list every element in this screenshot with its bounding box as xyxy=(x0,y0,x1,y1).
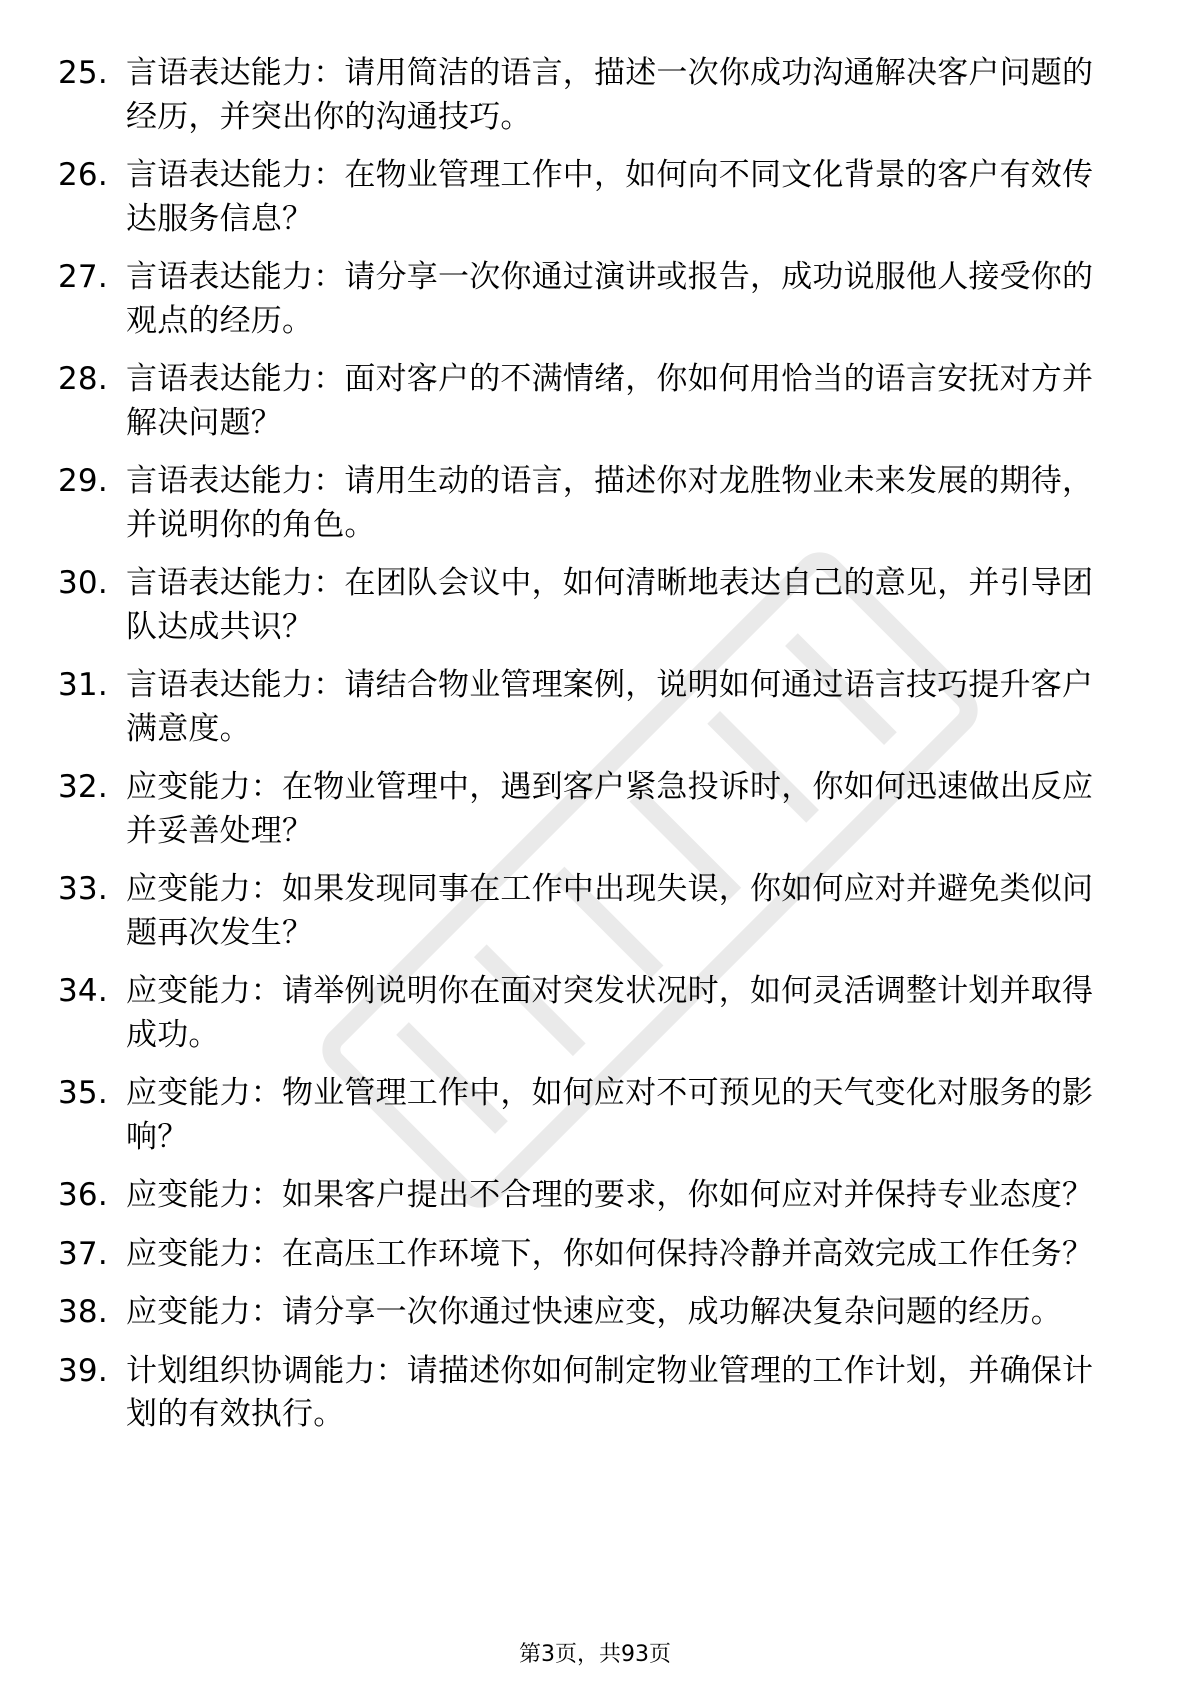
question-text: 应变能力：物业管理工作中，如何应对不可预见的天气变化对服务的影响？ xyxy=(126,1075,1094,1155)
question-text: 计划组织协调能力：请描述你如何制定物业管理的工作计划，并确保计划的有效执行。 xyxy=(126,1352,1094,1432)
question-text: 应变能力：请分享一次你通过快速应变，成功解决复杂问题的经历。 xyxy=(126,1294,1062,1330)
list-item xyxy=(58,562,1118,649)
list-item xyxy=(58,664,1118,751)
list-item xyxy=(58,460,1118,547)
question-text: 言语表达能力：请用简洁的语言，描述一次你成功沟通解决客户问题的经历，并突出你的沟通技巧。 xyxy=(126,55,1094,135)
question-number: 39. xyxy=(58,1352,108,1389)
question-number: 37. xyxy=(58,1235,108,1272)
question-list xyxy=(58,52,1118,1452)
question-number: 27. xyxy=(58,259,108,295)
question-number: 38. xyxy=(58,1294,108,1330)
list-item xyxy=(58,868,1118,955)
question-text: 应变能力：在物业管理中，遇到客户紧急投诉时，你如何迅速做出反应并妥善处理？ xyxy=(126,769,1094,849)
question-number: 35. xyxy=(58,1075,108,1111)
question-text: 应变能力：如果客户提出不合理的要求，你如何应对并保持专业态度？ xyxy=(126,1177,1094,1213)
question-number: 26. xyxy=(58,157,108,193)
question-number: 34. xyxy=(58,973,108,1009)
list-item xyxy=(58,1072,1118,1159)
question-number: 36. xyxy=(58,1177,108,1213)
question-text: 言语表达能力：面对客户的不满情绪，你如何用恰当的语言安抚对方并解决问题？ xyxy=(126,361,1094,441)
question-text: 应变能力：请举例说明你在面对突发状况时，如何灵活调整计划并取得成功。 xyxy=(126,973,1094,1053)
question-number: 29. xyxy=(58,463,108,499)
list-item xyxy=(58,1174,1118,1218)
question-number: 25. xyxy=(58,55,108,91)
question-number: 33. xyxy=(58,871,108,907)
question-text: 言语表达能力：请分享一次你通过演讲或报告，成功说服他人接受你的观点的经历。 xyxy=(126,259,1094,339)
question-number: 28. xyxy=(58,361,108,397)
question-text: 言语表达能力：请用生动的语言，描述你对龙胜物业未来发展的期待，并说明你的角色。 xyxy=(126,463,1094,543)
question-number: 31. xyxy=(58,667,108,703)
question-number: 30. xyxy=(58,565,108,601)
list-item xyxy=(58,154,1118,241)
question-number: 32. xyxy=(58,769,108,805)
list-item xyxy=(58,256,1118,343)
question-text: 应变能力：在高压工作环境下，你如何保持冷静并高效完成工作任务？ xyxy=(126,1235,1094,1272)
question-text: 应变能力：如果发现同事在工作中出现失误，你如何应对并避免类似问题再次发生？ xyxy=(126,871,1094,951)
list-item xyxy=(58,1350,1118,1437)
question-text: 言语表达能力：在物业管理工作中，如何向不同文化背景的客户有效传达服务信息？ xyxy=(126,157,1094,237)
question-text: 言语表达能力：在团队会议中，如何清晰地表达自己的意见，并引导团队达成共识？ xyxy=(126,565,1094,645)
list-item xyxy=(58,52,1118,139)
page-footer: 第3页，共93页 xyxy=(519,1642,671,1667)
list-item xyxy=(58,766,1118,853)
list-item xyxy=(58,1291,1118,1335)
question-text: 言语表达能力：请结合物业管理案例，说明如何通过语言技巧提升客户满意度。 xyxy=(126,667,1094,747)
list-item xyxy=(58,970,1118,1057)
list-item xyxy=(58,1233,1118,1277)
list-item xyxy=(58,358,1118,445)
